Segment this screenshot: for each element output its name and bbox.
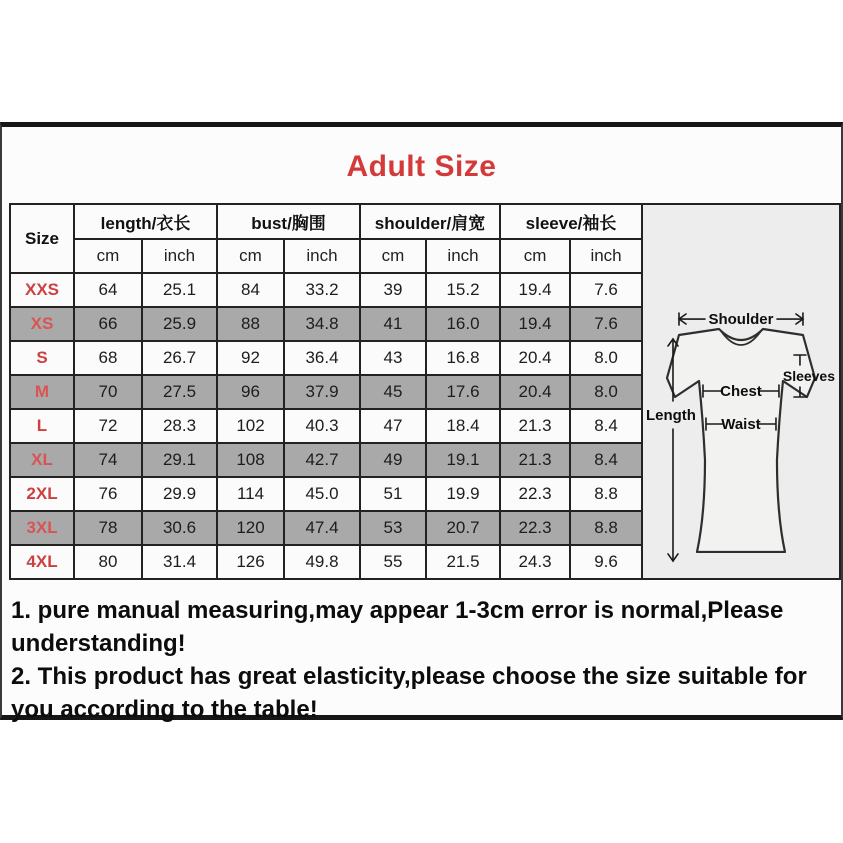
notes	[11, 594, 832, 726]
measurement-cell: 96	[217, 375, 284, 409]
measurement-cell: 102	[217, 409, 284, 443]
measurement-cell: 41	[360, 307, 426, 341]
measurement-cell: 37.9	[284, 375, 360, 409]
measurement-cell: 8.0	[570, 341, 642, 375]
tshirt-outline	[667, 329, 815, 552]
group-header-sleeve: sleeve/袖长	[500, 204, 642, 239]
measurement-cell: 16.8	[426, 341, 500, 375]
measurement-cell: 25.9	[142, 307, 217, 341]
page-title: Adult Size	[346, 150, 497, 183]
measurement-cell: 33.2	[284, 273, 360, 307]
measurement-cell: 19.4	[500, 273, 570, 307]
measurement-cell: 49.8	[284, 545, 360, 579]
measurement-cell: 28.3	[142, 409, 217, 443]
measurement-cell: 26.7	[142, 341, 217, 375]
unit-header-sleeve-cm: cm	[500, 239, 570, 273]
measurement-cell: 8.4	[570, 443, 642, 477]
table-row	[10, 409, 642, 443]
measurement-cell: 68	[74, 341, 142, 375]
group-header-length: length/衣长	[74, 204, 217, 239]
note-line-1: 1. pure manual measuring,may appear 1-3cm error is normal,Please understanding!	[11, 597, 784, 657]
unit-header-shoulder-inch: inch	[426, 239, 500, 273]
measurement-cell: 47	[360, 409, 426, 443]
measurement-cell: 27.5	[142, 375, 217, 409]
measurement-cell: 18.4	[426, 409, 500, 443]
measurement-cell: 40.3	[284, 409, 360, 443]
measurement-cell: 72	[74, 409, 142, 443]
unit-header-bust-cm: cm	[217, 239, 284, 273]
measurement-cell: 22.3	[500, 477, 570, 511]
measurement-cell: 19.9	[426, 477, 500, 511]
measurement-cell: 8.4	[570, 409, 642, 443]
group-header-row	[10, 204, 642, 239]
measurement-cell: 78	[74, 511, 142, 545]
measurement-cell: 8.0	[570, 375, 642, 409]
table-row	[10, 375, 642, 409]
measurement-cell: 53	[360, 511, 426, 545]
chest-label: Chest	[720, 382, 762, 400]
measurement-cell: 8.8	[570, 477, 642, 511]
size-column-header: Size	[10, 204, 74, 273]
measurement-cell: 7.6	[570, 273, 642, 307]
size-table	[9, 203, 643, 580]
measurement-cell: 8.8	[570, 511, 642, 545]
measurement-cell: 70	[74, 375, 142, 409]
measurement-cell: 45.0	[284, 477, 360, 511]
sleeves-label: Sleeves	[782, 368, 836, 385]
waist-label: Waist	[721, 415, 761, 433]
measurement-cell: 19.4	[500, 307, 570, 341]
measurement-cell: 17.6	[426, 375, 500, 409]
unit-header-row	[10, 239, 642, 273]
measurement-cell: 19.1	[426, 443, 500, 477]
measurement-cell: 16.0	[426, 307, 500, 341]
table-row	[10, 443, 642, 477]
size-label: XS	[10, 307, 74, 341]
measurement-cell: 21.5	[426, 545, 500, 579]
measurement-cell: 31.4	[142, 545, 217, 579]
measurement-cell: 92	[217, 341, 284, 375]
measurement-cell: 22.3	[500, 511, 570, 545]
measurement-cell: 20.4	[500, 375, 570, 409]
measurement-cell: 24.3	[500, 545, 570, 579]
measurement-cell: 21.3	[500, 443, 570, 477]
unit-header-sleeve-inch: inch	[570, 239, 642, 273]
table-row	[10, 273, 642, 307]
size-label: S	[10, 341, 74, 375]
measurement-cell: 66	[74, 307, 142, 341]
measurement-cell: 114	[217, 477, 284, 511]
measurement-cell: 80	[74, 545, 142, 579]
measurement-cell: 126	[217, 545, 284, 579]
content-frame	[0, 122, 843, 723]
measurement-cell: 84	[217, 273, 284, 307]
unit-header-length-inch: inch	[142, 239, 217, 273]
length-label: Length	[646, 406, 696, 424]
unit-header-shoulder-cm: cm	[360, 239, 426, 273]
measurement-cell: 7.6	[570, 307, 642, 341]
measurement-cell: 88	[217, 307, 284, 341]
size-label: 2XL	[10, 477, 74, 511]
measurement-cell: 47.4	[284, 511, 360, 545]
measurement-cell: 51	[360, 477, 426, 511]
unit-header-bust-inch: inch	[284, 239, 360, 273]
tshirt-diagram-svg	[643, 205, 839, 578]
table-row	[10, 307, 642, 341]
measurement-cell: 15.2	[426, 273, 500, 307]
measurement-cell: 36.4	[284, 341, 360, 375]
measurement-cell: 21.3	[500, 409, 570, 443]
table-row	[10, 477, 642, 511]
measurement-cell: 39	[360, 273, 426, 307]
unit-header-length-cm: cm	[74, 239, 142, 273]
size-label: M	[10, 375, 74, 409]
measurement-cell: 29.1	[142, 443, 217, 477]
measurement-cell: 29.9	[142, 477, 217, 511]
table-row	[10, 341, 642, 375]
table-row	[10, 511, 642, 545]
shoulder-label: Shoulder	[708, 311, 774, 329]
measurement-cell: 76	[74, 477, 142, 511]
tshirt-diagram	[643, 203, 841, 580]
size-label: L	[10, 409, 74, 443]
measurement-cell: 9.6	[570, 545, 642, 579]
measurement-cell: 55	[360, 545, 426, 579]
table-row	[10, 545, 642, 579]
size-label: XXS	[10, 273, 74, 307]
measurement-cell: 20.7	[426, 511, 500, 545]
measurement-cell: 49	[360, 443, 426, 477]
group-header-shoulder: shoulder/肩宽	[360, 204, 500, 239]
measurement-cell: 42.7	[284, 443, 360, 477]
group-header-bust: bust/胸围	[217, 204, 360, 239]
measurement-cell: 74	[74, 443, 142, 477]
note-line-2: 2. This product has great elasticity,please choose the size suitable for you according to the table!	[11, 663, 807, 723]
size-label: 3XL	[10, 511, 74, 545]
measurement-cell: 45	[360, 375, 426, 409]
measurement-cell: 120	[217, 511, 284, 545]
measurement-cell: 25.1	[142, 273, 217, 307]
measurement-cell: 43	[360, 341, 426, 375]
measurement-cell: 64	[74, 273, 142, 307]
measurement-cell: 108	[217, 443, 284, 477]
measurement-cell: 20.4	[500, 341, 570, 375]
main-content	[9, 203, 841, 580]
size-label: 4XL	[10, 545, 74, 579]
measurement-cell: 34.8	[284, 307, 360, 341]
measurement-cell: 30.6	[142, 511, 217, 545]
size-label: XL	[10, 443, 74, 477]
